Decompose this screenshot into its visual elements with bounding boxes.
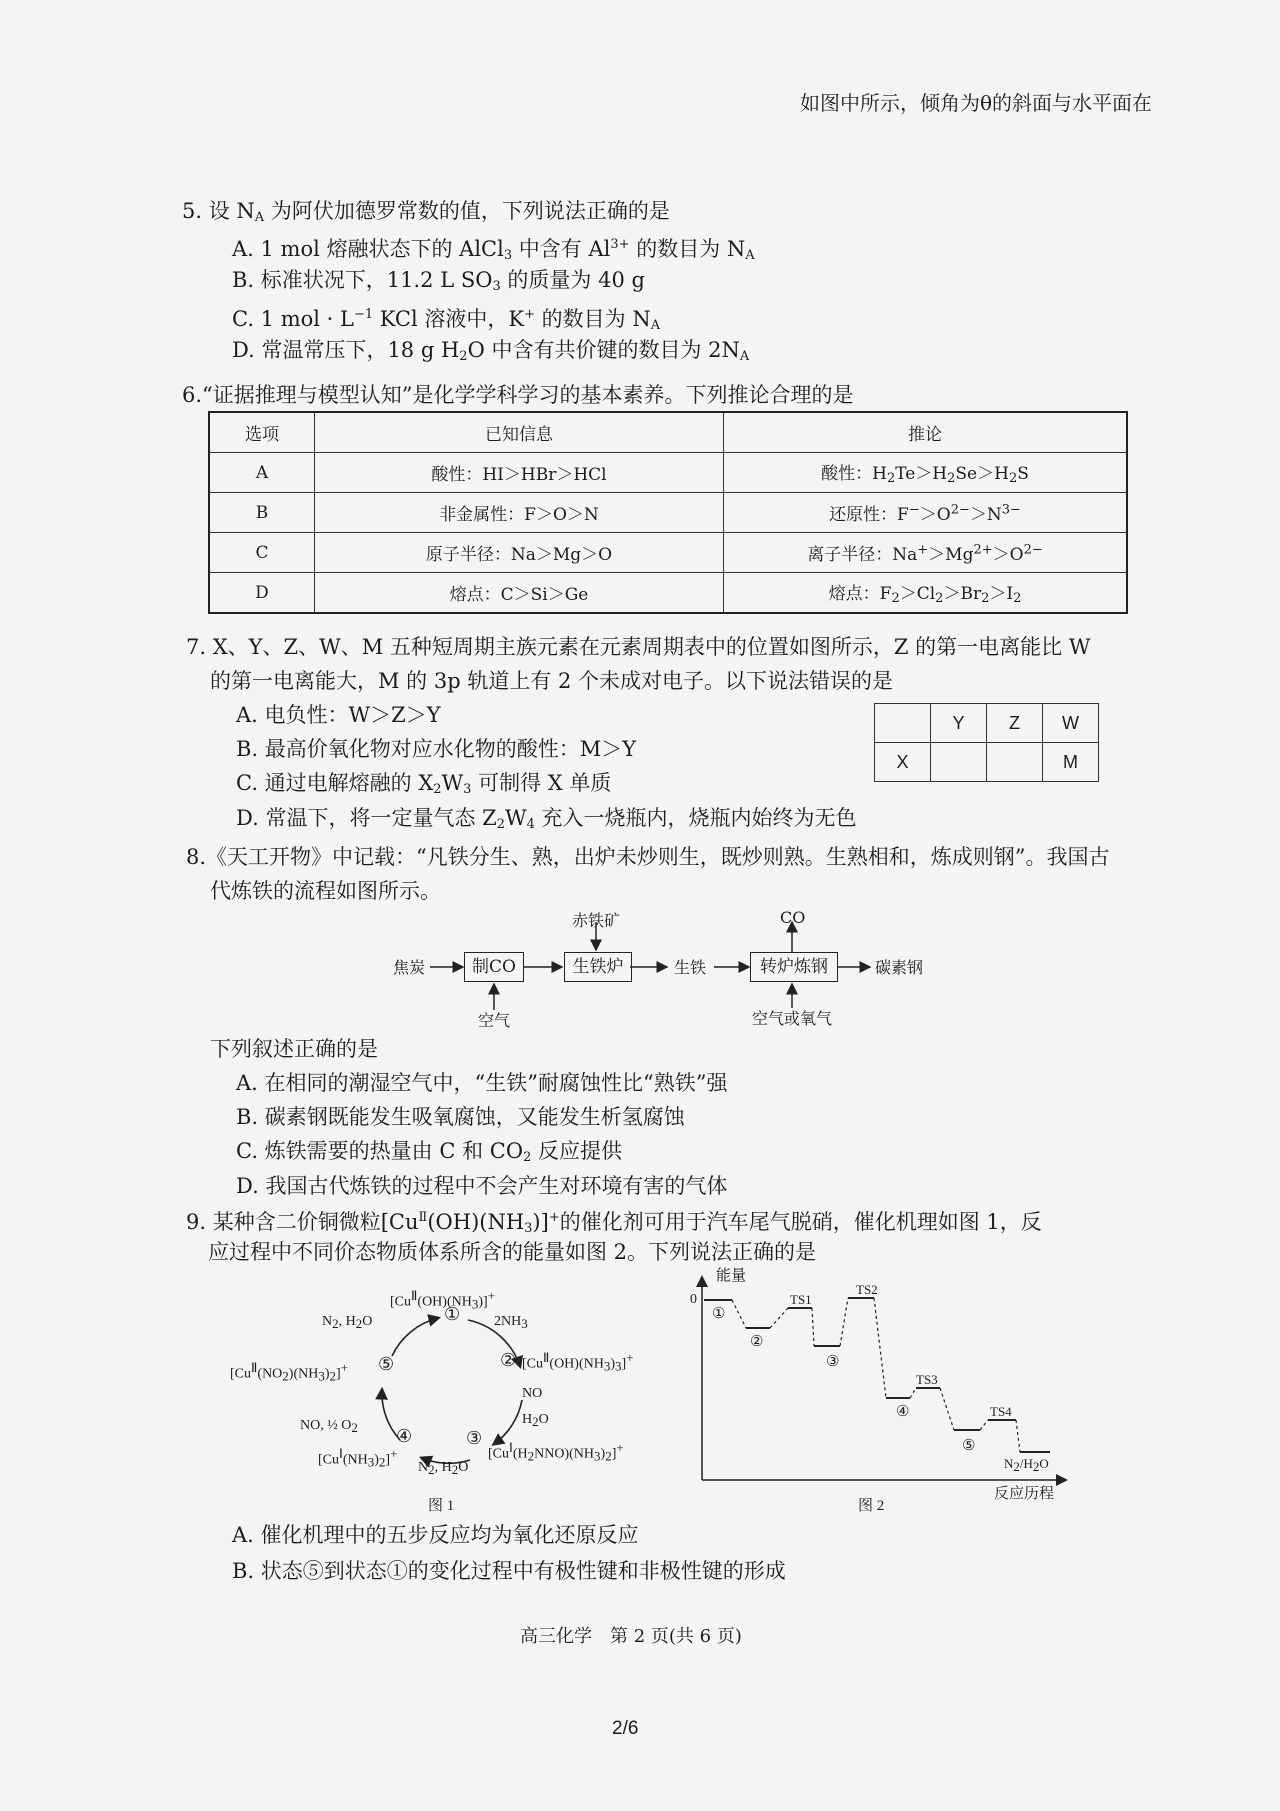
q9-stem-line2: 应过程中不同价态物质体系所含的能量如图 2。下列说法正确的是 <box>208 1240 817 1264</box>
pt-cell-w: W <box>1043 704 1099 743</box>
header-fragment: 如图中所示，倾角为θ的斜面与水平面在 <box>800 91 1153 115</box>
energy-state-3: ③ <box>826 1354 840 1370</box>
q8-option-b: B. 碳素钢既能发生吸氧腐蚀，又能发生析氢腐蚀 <box>236 1105 685 1129</box>
flow-box-converter: 转炉炼钢 <box>750 952 838 982</box>
q6-stem: 6.“证据推理与模型认知”是化学学科学习的基本素养。下列推论合理的是 <box>182 383 854 407</box>
energy-state-4: ④ <box>896 1404 910 1420</box>
flow-steel: 碳素钢 <box>875 958 924 977</box>
q6-row-b-inference: 还原性：$F^->O^{2-}>N^{3-}$ <box>724 493 1128 533</box>
q9-stem-line1: 9. 某种含二价铜微粒$[Cu^Ⅱ(OH)(NH_3)]^+$的催化剂可用于汽车尾气脱硝，催化机理如图 1，反 <box>186 1210 1042 1236</box>
energy-end-products: $N_2/H_2O$ <box>1004 1456 1049 1474</box>
flow-box-furnace: 生铁炉 <box>564 952 632 982</box>
periodic-table-fragment <box>874 703 1099 782</box>
q6-table-row <box>209 493 1127 533</box>
q8-stem-line2: 代炼铁的流程如图所示。 <box>210 879 441 903</box>
cycle-state-4: ④ <box>396 1426 413 1446</box>
q6-header-known: 已知信息 <box>315 412 724 453</box>
pt-cell <box>875 704 931 743</box>
pt-cell-z: Z <box>987 704 1043 743</box>
q8-lead: 下列叙述正确的是 <box>210 1037 378 1061</box>
pt-cell-x: X <box>875 743 931 782</box>
q6-row-c-known: 原子半径：Na＞Mg＞O <box>315 533 724 573</box>
flow-coke: 焦炭 <box>393 958 426 977</box>
q7-stem-line1: 7. X、Y、Z、W、M 五种短周期主族元素在元素周期表中的位置如图所示，Z 的第一电离能比 W <box>186 635 1091 659</box>
cycle-species-1: $[Cu^Ⅱ(OH)(NH_3)]^+$ <box>390 1288 496 1312</box>
q5-stem: 5. 设 $N_A$ 为阿伏加德罗常数的值，下列说法正确的是 <box>182 199 670 225</box>
q7-option-a: A. 电负性：W＞Z＞Y <box>236 703 441 727</box>
q6-header-inference: 推论 <box>724 412 1128 453</box>
q6-row-d-option: D <box>209 573 315 614</box>
q6-row-a-known: 酸性：HI＞HBr＞HCl <box>315 453 724 493</box>
energy-x-axis-label: 反应历程 <box>994 1486 1055 1502</box>
q8-option-a: A. 在相同的潮湿空气中，“生铁”耐腐蚀性比“熟铁”强 <box>236 1071 728 1095</box>
q6-row-d-inference: 熔点：$F_2>Cl_2>Br_2>I_2$ <box>724 573 1128 614</box>
cycle-input-2nh3: $2NH_3$ <box>494 1314 528 1331</box>
q6-table-row <box>209 533 1127 573</box>
q7-option-d: D. 常温下，将一定量气态 $Z_2W_4$ 充入一烧瓶内，烧瓶内始终为无色 <box>236 806 857 832</box>
flow-co: CO <box>780 908 806 927</box>
cycle-state-2: ② <box>500 1350 517 1370</box>
q7-stem-line2: 的第一电离能大，M 的 3p 轨道上有 2 个未成对电子。以下说法错误的是 <box>210 669 894 693</box>
flow-air: 空气 <box>478 1011 511 1030</box>
energy-state-1: ① <box>712 1306 726 1322</box>
q6-table-row <box>209 573 1127 614</box>
energy-ts1: TS1 <box>790 1292 812 1307</box>
pt-cell <box>987 743 1043 782</box>
energy-ts3: TS3 <box>916 1372 938 1387</box>
cycle-input-no: NO <box>522 1386 543 1401</box>
flow-box-make-co: 制CO <box>464 952 524 982</box>
energy-zero-label: 0 <box>690 1292 697 1307</box>
figure-1-caption: 图 1 <box>428 1498 455 1514</box>
q6-row-c-option: C <box>209 533 315 573</box>
q6-header-option: 选项 <box>209 412 315 453</box>
cycle-output-n2-h2o-top: $N_2$, $H_2O$ <box>322 1314 373 1331</box>
cycle-species-4: $[Cu^Ⅰ(NH_3)_2]^+$ <box>318 1446 398 1470</box>
q5-option-a: A. 1 mol 熔融状态下的 AlCl$_3$ 中含有 $Al^{3+}$ 的数目为 $N_A$ <box>232 237 755 263</box>
q5-option-c: C. 1 mol · $L^{-1}$ KCl 溶液中，K+ 的数目为 $N_A$ <box>232 307 661 333</box>
q6-row-b-option: B <box>209 493 315 533</box>
energy-ts2: TS2 <box>856 1282 878 1297</box>
q8-option-c: C. 炼铁需要的热量由 C 和 $CO_2$ 反应提供 <box>236 1139 623 1165</box>
cycle-state-5: ⑤ <box>378 1354 395 1374</box>
cycle-state-3: ③ <box>466 1428 483 1448</box>
flow-hematite: 赤铁矿 <box>572 911 621 930</box>
flow-pig-iron: 生铁 <box>674 958 707 977</box>
cycle-output-n2-h2o-bottom: $N_2$, $H_2O$ <box>418 1460 469 1477</box>
page-number: 2/6 <box>612 1718 639 1739</box>
pt-cell-y: Y <box>931 704 987 743</box>
q6-table-header-row <box>209 412 1127 453</box>
q6-row-c-inference: 离子半径：$Na^+>Mg^{2+}>O^{2-}$ <box>724 533 1128 573</box>
pt-cell-m: M <box>1043 743 1099 782</box>
q6-row-a-inference: 酸性：$H_2Te>H_2Se>H_2S$ <box>724 453 1128 493</box>
figure-2-caption: 图 2 <box>858 1498 885 1514</box>
energy-axis-label: 能量 <box>716 1268 747 1284</box>
q6-row-b-known: 非金属性：F＞O＞N <box>315 493 724 533</box>
flow-air-oxygen: 空气或氧气 <box>752 1009 833 1028</box>
cycle-species-3: $[Cu^Ⅰ(H_2NNO)(NH_3)_2]^+$ <box>488 1440 624 1464</box>
cycle-state-1: ① <box>444 1304 461 1324</box>
page-footer: 高三化学 第 2 页(共 6 页) <box>520 1626 742 1647</box>
q6-table <box>208 411 1128 614</box>
energy-state-2: ② <box>750 1334 764 1350</box>
q5-option-d: D. 常温常压下，18 g $H_2O$ 中含有共价键的数目为 $2N_A$ <box>232 338 750 364</box>
q6-row-a-option: A <box>209 453 315 493</box>
q5-option-b: B. 标准状况下，11.2 L $SO_3$ 的质量为 40 g <box>232 268 645 294</box>
q6-row-d-known: 熔点：C＞Si＞Ge <box>315 573 724 614</box>
q7-option-c: C. 通过电解熔融的 $X_2W_3$ 可制得 X 单质 <box>236 771 612 797</box>
q6-table-row <box>209 453 1127 493</box>
pt-cell <box>931 743 987 782</box>
q7-option-b: B. 最高价氧化物对应水化物的酸性：M＞Y <box>236 737 637 761</box>
q9-option-b: B. 状态⑤到状态①的变化过程中有极性键和非极性键的形成 <box>232 1559 786 1583</box>
cycle-species-5: $[Cu^Ⅱ(NO_2)(NH_3)_2]^+$ <box>230 1360 349 1384</box>
energy-state-5: ⑤ <box>962 1438 976 1454</box>
q9-option-a: A. 催化机理中的五步反应均为氧化还原反应 <box>232 1523 639 1547</box>
cycle-species-2: $[Cu^Ⅱ(OH)(NH_3)_3]^+$ <box>522 1350 634 1374</box>
energy-ts4: TS4 <box>990 1404 1012 1419</box>
q8-stem-line1: 8.《天工开物》中记载：“凡铁分生、熟，出炉未炒则生，既炒则熟。生熟相和，炼成则钢”。我国古 <box>186 845 1110 869</box>
q8-option-d: D. 我国古代炼铁的过程中不会产生对环境有害的气体 <box>236 1174 728 1198</box>
cycle-input-no-o2: NO, ½ $O_2$ <box>300 1418 358 1435</box>
cycle-output-h2o: $H_2O$ <box>522 1412 549 1429</box>
